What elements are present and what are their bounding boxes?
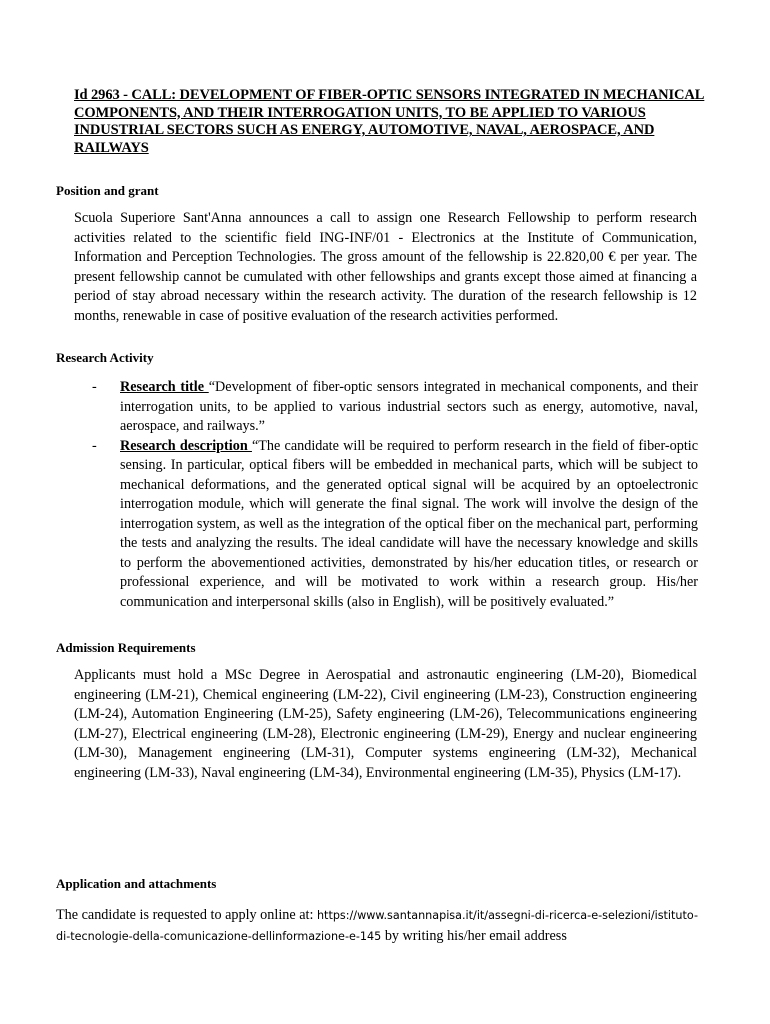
application-text-after: by writing his/her email address (381, 928, 567, 944)
research-title-text-block (120, 378, 698, 437)
research-description-bullet (92, 437, 698, 613)
application-link[interactable]: https://www.santannapisa.it/it/assegni-di-ricerca-e-selezioni/istituto-di-tecnologie-della-comunicazione-dellinformazione-e-145 (56, 909, 698, 943)
application-paragraph (56, 905, 698, 947)
position-heading: Position and grant (56, 183, 159, 198)
research-bullet-list (92, 378, 698, 612)
admission-paragraph: Applicants must hold a MSc Degree in Aerospatial and astronautic engineering (LM-20), Biomedical engineering (LM-21), Chemical engineering (LM-22), Civil engineering (LM-23), Construction engineering (LM-24), Automation Engineering (LM-25), Safety engineering (LM-26), Telecommunications engineering (LM-27), Electrical engineering (LM-28), Electronic engineering (LM-29), Energy and nuclear engineering (LM-30), Management engineering (LM-31), Computer systems engineering (LM-32), Mechanical engineering (LM-33), Naval engineering (LM-34), Environmental engineering (LM-35), Physics (LM-17). (74, 667, 697, 781)
document-title: Id 2963 - CALL: DEVELOPMENT OF FIBER-OPTIC SENSORS INTEGRATED IN MECHANICAL COMPONENTS, AND THEIR INTERROGATION UNITS, TO BE APPLIED TO VARIOUS INDUSTRIAL SECTORS SUCH AS ENERGY, AUTOMOTIVE, NAVAL, AEROSPACE, AND RAILWAYS (74, 87, 705, 156)
research-description-text: “The candidate will be required to perform research in the field of fiber-optic sensing. In particular, optical fibers will be embedded in mechanical parts, which will be subject to mechanical deformations, and the generated optical signal will be acquired by an optoelectronic interrogation module, which will generate the final signal. The work will involve the design of the interrogation system, as well as the integration of the optical fiber on the mechanical part, performing the tests and analyzing the results. The ideal candidate will have the necessary knowledge and skills to perform the abovementioned activities, demonstrated by his/her education titles, or research or professional experience, and will be motivated to work within a research group. His/her communication and interpersonal skills (also in English), will be positively evaluated.” (120, 437, 698, 610)
research-title-text: “Development of fiber-optic sensors integrated in mechanical components, and their interrogation units, to be applied to various industrial sectors such as energy, automotive, naval, aerospace, and railways.” (120, 379, 698, 434)
bullet-dash: - (92, 437, 97, 454)
research-description-text-block (120, 437, 698, 613)
research-title-bullet (92, 378, 698, 437)
research-title-label: Research title (120, 379, 209, 395)
application-heading: Application and attachments (56, 876, 217, 891)
application-text-before: The candidate is requested to apply online at: (56, 907, 317, 923)
research-description-label: Research description (120, 437, 252, 454)
admission-heading: Admission Requirements (56, 640, 196, 655)
position-paragraph: Scuola Superiore Sant'Anna announces a call to assign one Research Fellowship to perform research activities related to the scientific field ING-INF/01 - Electronics at the Institute of Communication, Information and Perception Technologies. The gross amount of the fellowship is 22.820,00 € per year. The present fellowship cannot be cumulated with other fellowships and grants except those aimed at financing a period of stay abroad necessary within the research activity. The duration of the research fellowship is 12 months, renewable in case of positive evaluation of the research activities performed. (74, 210, 697, 324)
research-heading: Research Activity (56, 350, 154, 365)
bullet-dash: - (92, 379, 97, 395)
